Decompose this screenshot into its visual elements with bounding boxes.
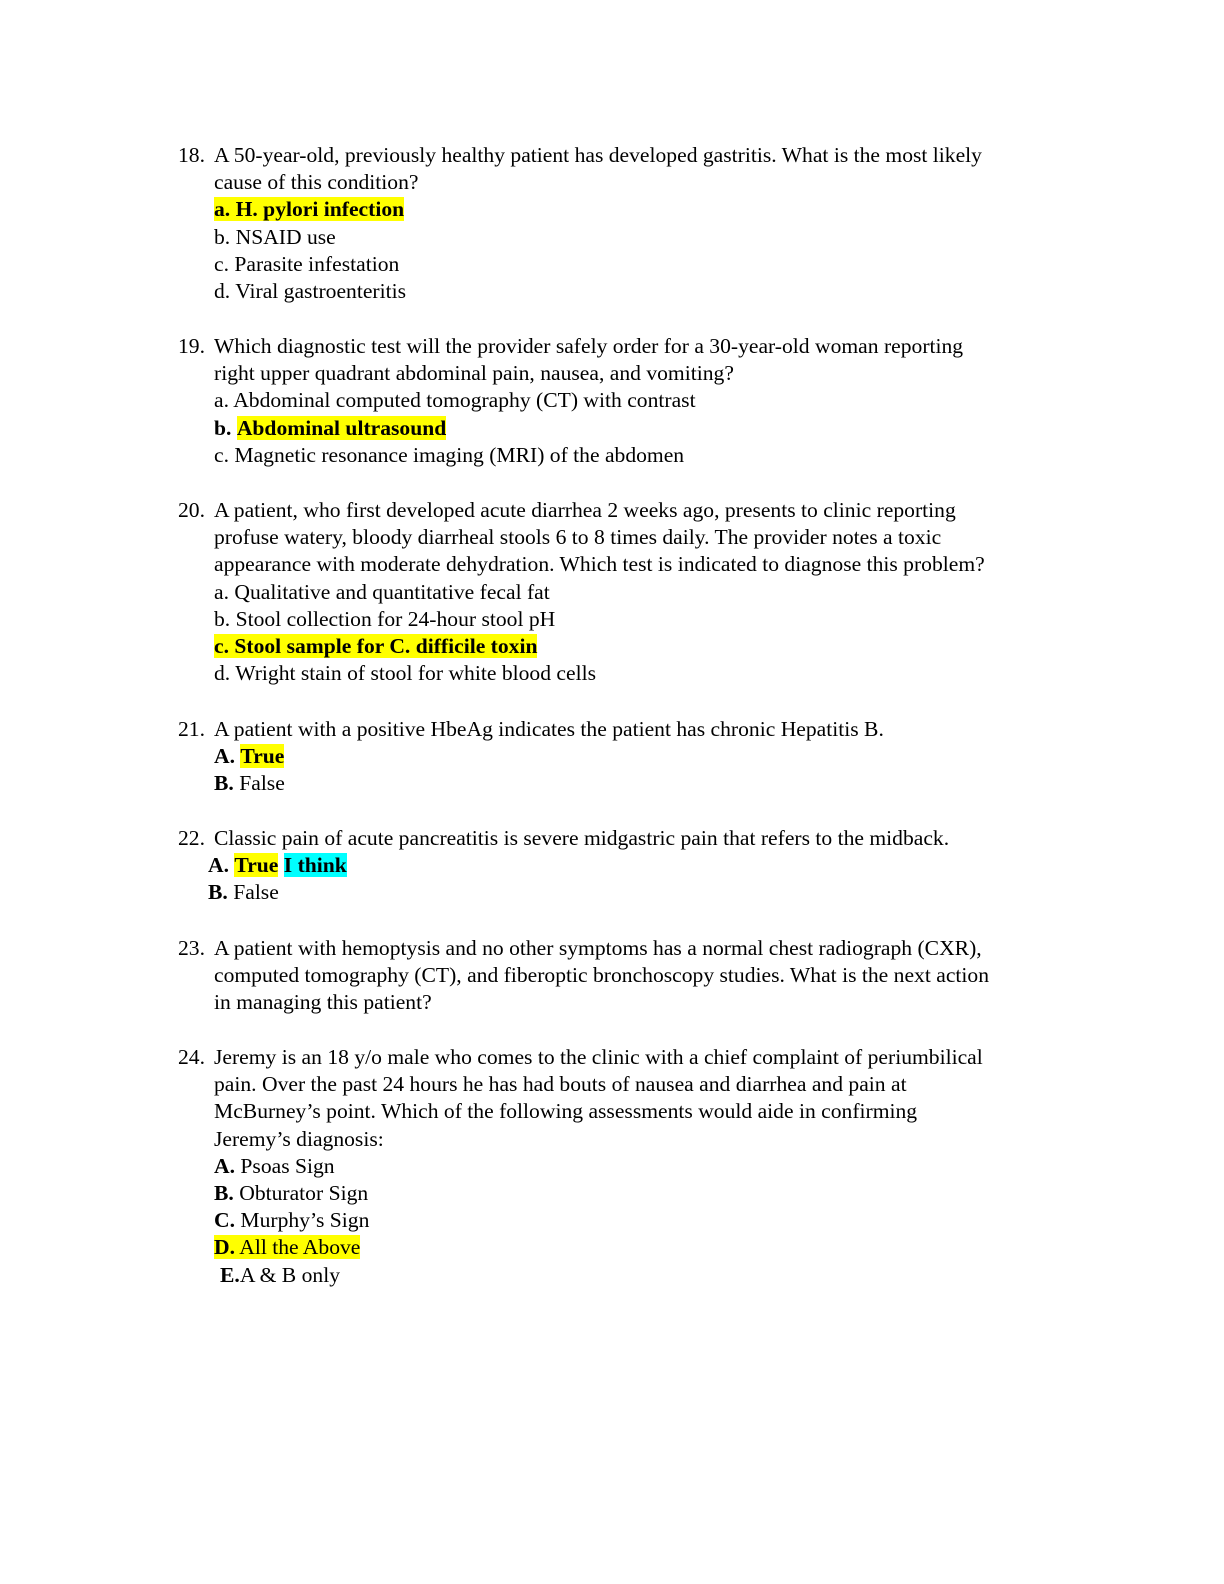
question-22 [178, 825, 1078, 907]
option-b [214, 770, 1078, 797]
question-text: Classic pain of acute pancreatitis is severe midgastric pain that refers to the midback. [214, 826, 950, 850]
option-d: d. Viral gastroenteritis [214, 279, 407, 304]
option-text: False [239, 771, 285, 796]
option-c: c. Magnetic resonance imaging (MRI) of the abdomen [214, 442, 685, 467]
option-text: False [233, 880, 279, 905]
question-23 [178, 935, 1078, 1017]
note-highlight: I think [283, 853, 347, 878]
question-text: A patient with hemoptysis and no other symptoms has a normal chest radiograph (CXR), computed tomography (CT), and fiberoptic bronchoscopy studies. What is the next action in managing this patient? [214, 936, 989, 1015]
question-number: 20. [178, 498, 205, 522]
option-letter: b. [214, 415, 232, 440]
option-letter: A. [214, 1153, 235, 1178]
option-d: d. Wright stain of stool for white blood cells [214, 661, 596, 686]
option-c [214, 1207, 1078, 1234]
option-a: a. Qualitative and quantitative fecal fat [214, 579, 550, 604]
question-20 [178, 497, 1078, 687]
option-b [214, 415, 1078, 442]
option-letter: B. [208, 880, 228, 905]
option-b [214, 1180, 1078, 1207]
option-text: Murphy’s Sign [240, 1208, 370, 1233]
option-a: a. Abdominal computed tomography (CT) with contrast [214, 388, 696, 413]
option-text: Obturator Sign [239, 1181, 369, 1206]
option-letter: A. [208, 853, 229, 878]
option-letter: B. [214, 771, 234, 796]
question-number: 22. [178, 826, 205, 850]
option-text: All the Above [239, 1235, 361, 1260]
option-a [208, 852, 1078, 879]
option-text: Psoas Sign [240, 1153, 335, 1178]
question-text: A patient with a positive HbeAg indicates the patient has chronic Hepatitis B. [214, 717, 884, 741]
option-b: b. NSAID use [214, 224, 336, 249]
option-letter: A. [214, 744, 235, 769]
option-letter: C. [214, 1208, 235, 1233]
answer-highlight: Abdominal ultrasound [236, 415, 447, 440]
question-number: 24. [178, 1045, 205, 1069]
answer-highlight: True [240, 744, 285, 769]
option-b: b. Stool collection for 24-hour stool pH [214, 606, 556, 631]
question-24 [178, 1044, 1078, 1289]
question-18 [178, 142, 1078, 305]
answer-highlight: c. Stool sample for C. difficile toxin [214, 634, 538, 659]
question-number: 21. [178, 717, 205, 741]
option-a [214, 196, 1078, 223]
question-19 [178, 333, 1078, 469]
option-d [214, 1234, 1078, 1261]
question-text: A 50-year-old, previously healthy patient has developed gastritis. What is the most likely cause of this condition? [214, 143, 982, 195]
question-number: 19. [178, 334, 205, 358]
option-letter: D. [214, 1235, 235, 1260]
option-b [208, 879, 1078, 906]
question-text: Which diagnostic test will the provider safely order for a 30-year-old woman reporting right upper quadrant abdominal pain, nausea, and vomiting? [214, 334, 964, 386]
answer-highlight [214, 1235, 360, 1259]
option-a [214, 1153, 1078, 1180]
question-text: Jeremy is an 18 y/o male who comes to the clinic with a chief complaint of periumbilical pain. Over the past 24 hours he has had bouts of nausea and diarrhea and pain at McBurney’s point. Which of the following assessments would aide in confirming Jeremy’s diagnosis: [214, 1045, 983, 1151]
option-c [214, 633, 1078, 660]
option-e [220, 1262, 1078, 1289]
question-text: A patient, who first developed acute diarrhea 2 weeks ago, presents to clinic reporting profuse watery, bloody diarrheal stools 6 to 8 times daily. The provider notes a toxic appearance with moderate dehydration. Which test is indicated to diagnose this problem? [214, 498, 985, 577]
question-21 [178, 716, 1078, 798]
option-letter: E. [220, 1262, 240, 1287]
option-a [214, 743, 1078, 770]
option-text: A & B only [239, 1262, 340, 1287]
answer-highlight: a. H. pylori infection [214, 197, 405, 222]
question-number: 23. [178, 936, 205, 960]
option-c: c. Parasite infestation [214, 251, 400, 276]
option-letter: B. [214, 1181, 234, 1206]
question-number: 18. [178, 143, 205, 167]
answer-highlight: True [234, 853, 279, 878]
